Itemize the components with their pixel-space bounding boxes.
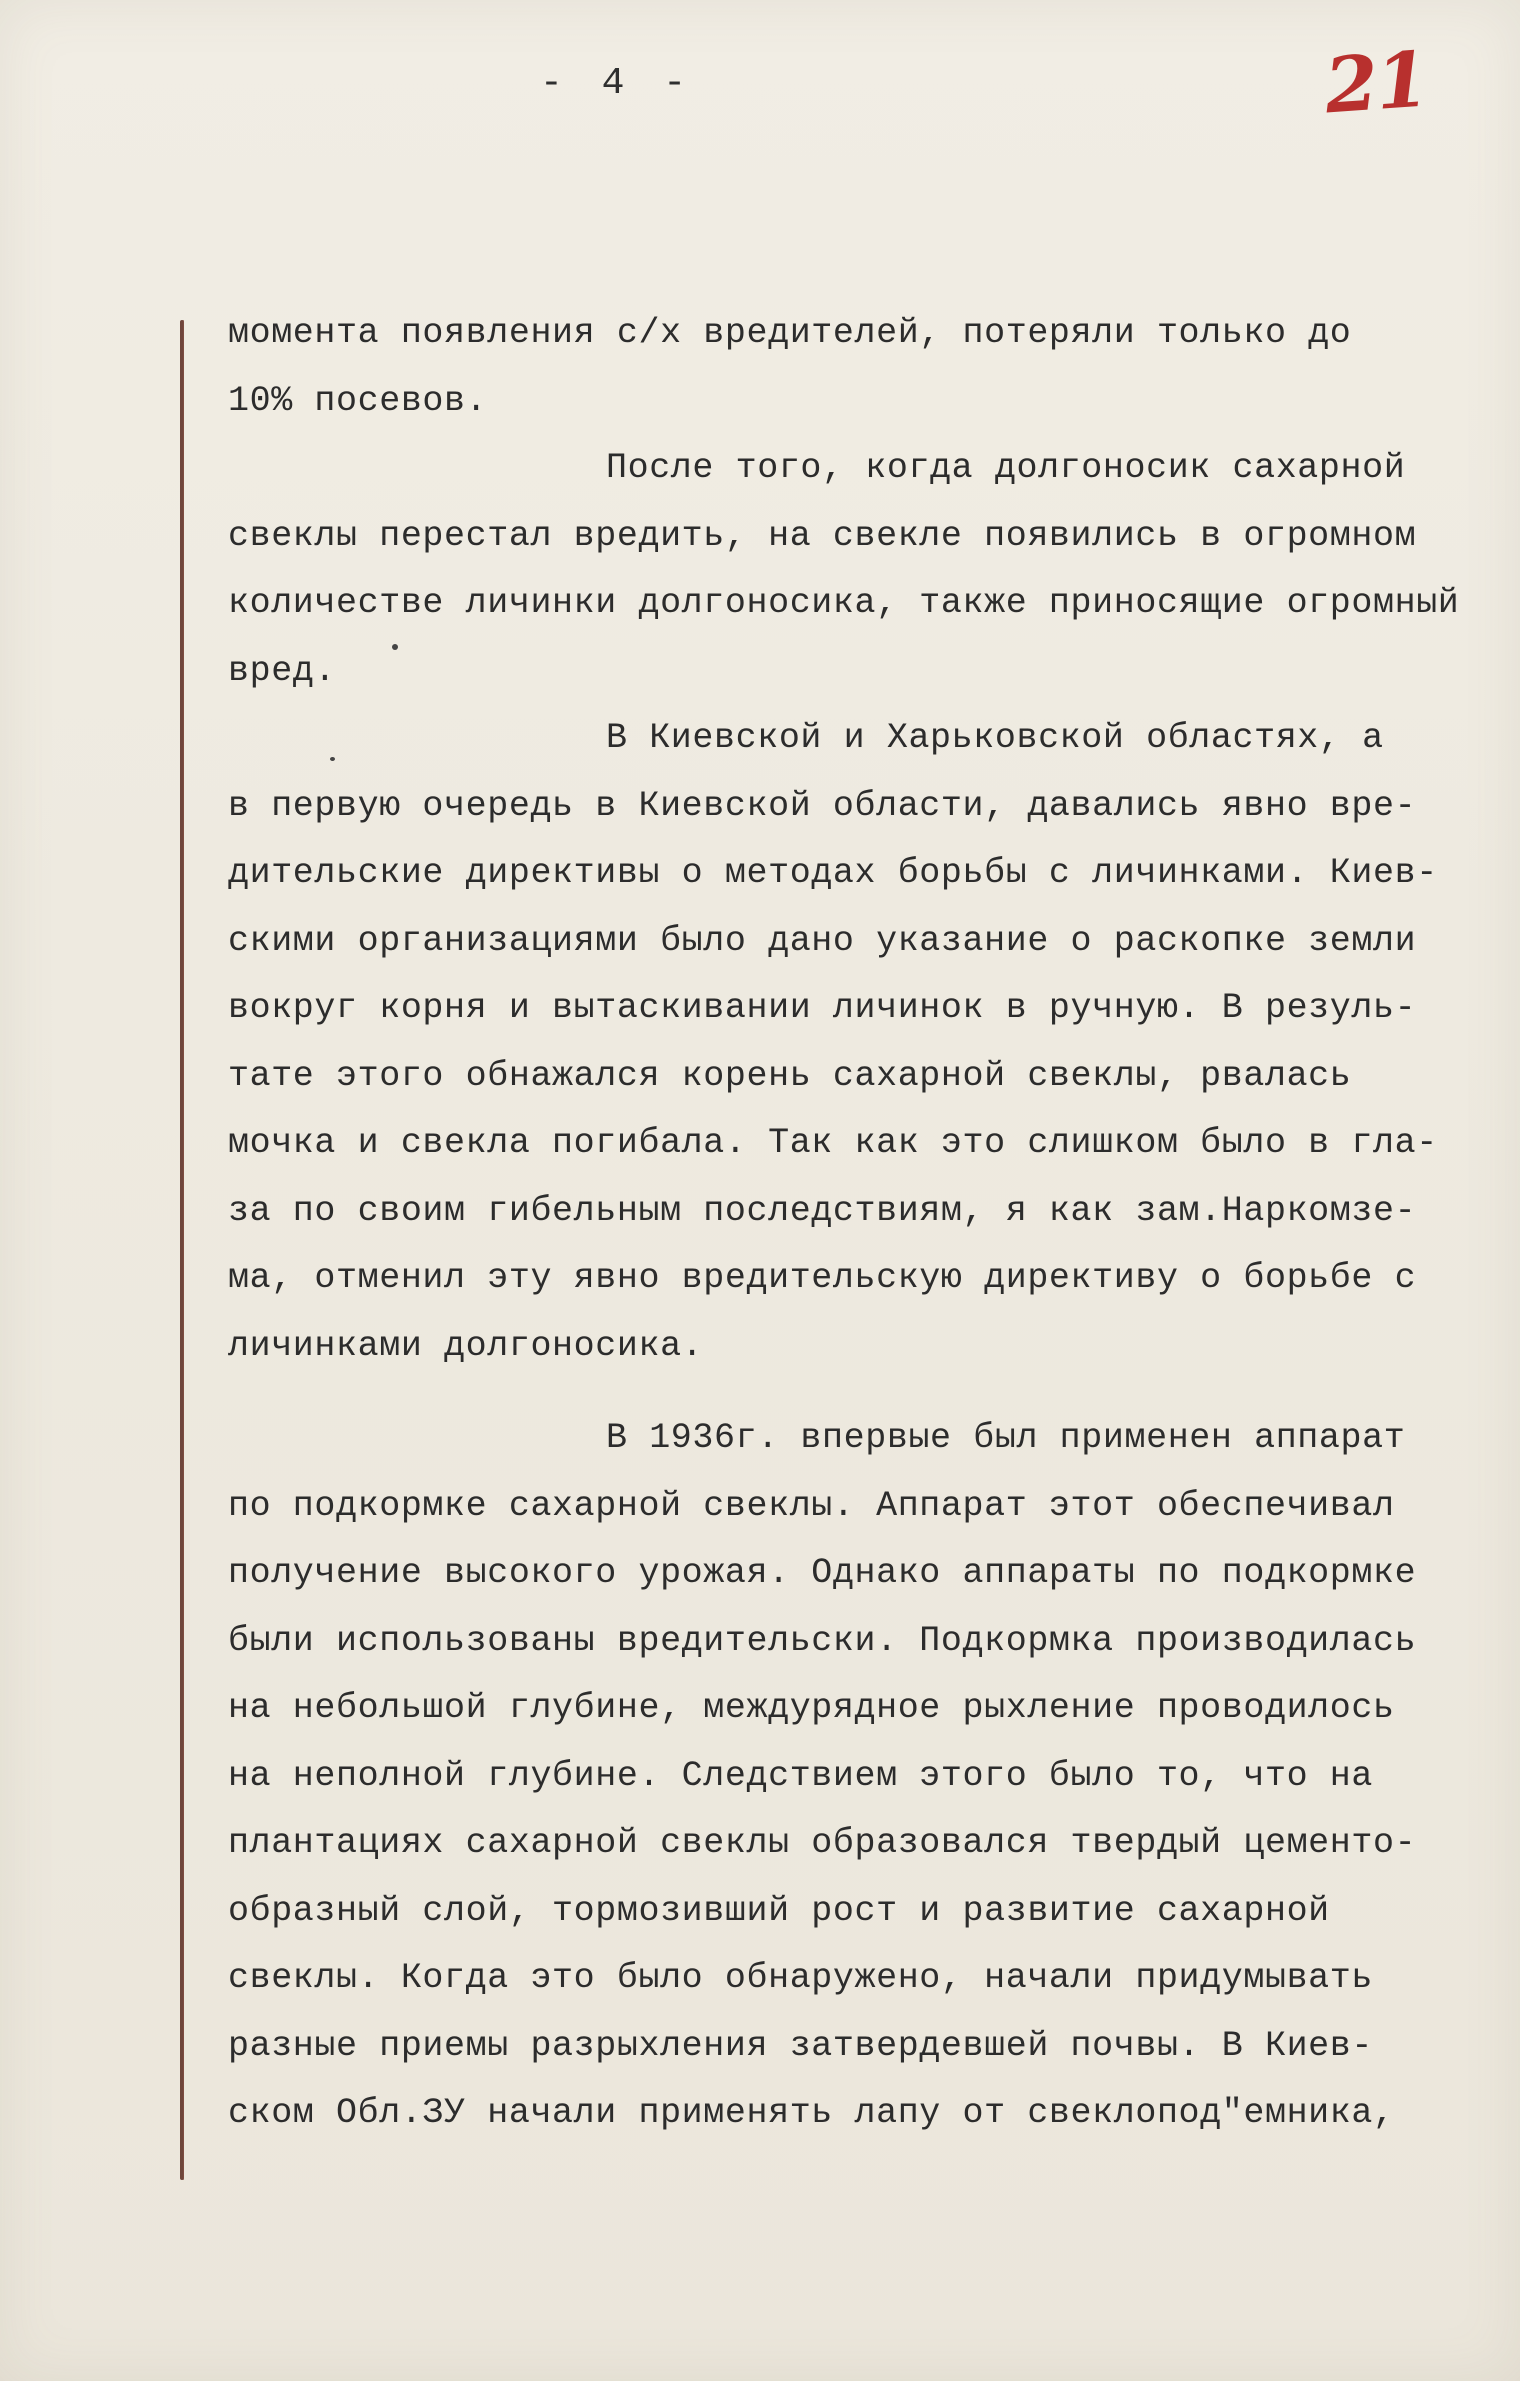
text-line: по подкормке сахарной свеклы. Аппарат этот обеспечивал: [228, 1485, 1395, 1526]
text-line: ском Обл.ЗУ начали применять лапу от свеклопод"емника,: [228, 2093, 1395, 2133]
archive-sheet-number: 21: [1322, 34, 1430, 131]
text-line: После того, когда долгоносик сахарной: [606, 448, 1406, 488]
text-line: 10% посевов.: [228, 380, 488, 421]
text-line: свеклы. Когда это было обнаружено, начали придумывать: [228, 1958, 1373, 1998]
text-line: дительские директивы о методах борьбы с личинками. Киев-: [228, 853, 1438, 893]
text-line: разные приемы разрыхления затвердевшей почвы. В Киев-: [228, 2025, 1373, 2066]
text-line: получение высокого урожая. Однако аппараты по подкормке: [228, 1553, 1417, 1593]
text-line: образный слой, тормозивший рост и развитие сахарной: [228, 1890, 1330, 1931]
text-line: вред.: [228, 650, 337, 691]
text-line: ма, отменил эту явно вредительскую директиву о борьбе с: [228, 1258, 1417, 1298]
text-line: мочка и свекла погибала. Так как это слишком было в гла-: [228, 1123, 1438, 1163]
text-line: личинками долгоносика.: [228, 1325, 704, 1366]
body-text: [228, 300, 1468, 2148]
text-line: на небольшой глубине, междурядное рыхление проводилось: [228, 1688, 1395, 1728]
text-line: в первую очередь в Киевской области, давались явно вре-: [228, 785, 1417, 826]
margin-rule: [180, 320, 184, 2180]
text-line: В 1936г. впервые был применен аппарат: [606, 1418, 1406, 1458]
text-line: тате этого обнажался корень сахарной свеклы, рвалась: [228, 1055, 1352, 1096]
text-line: за по своим гибельным последствиям, я как зам.Наркомзе-: [228, 1190, 1417, 1231]
text-line: В Киевской и Харьковской областях, а: [606, 718, 1384, 758]
text-line: скими организациями было дано указание о раскопке земли: [228, 920, 1417, 961]
text-line: плантациях сахарной свеклы образовался твердый цементо-: [228, 1823, 1417, 1863]
page-number: - 4 -: [540, 62, 695, 105]
text-line: были использованы вредительски. Подкормка производилась: [228, 1620, 1417, 1661]
text-line: свеклы перестал вредить, на свекле появились в огромном: [228, 515, 1417, 556]
paragraph-gap: [228, 1380, 1468, 1405]
text-line: на неполной глубине. Следствием этого было то, что на: [228, 1755, 1373, 1796]
text-line: количестве личинки долгоносика, также приносящие огромный: [228, 583, 1460, 623]
text-line: вокруг корня и вытаскивании личинок в ручную. В резуль-: [228, 988, 1417, 1028]
text-line: момента появления с/х вредителей, потеряли только до: [228, 313, 1352, 353]
